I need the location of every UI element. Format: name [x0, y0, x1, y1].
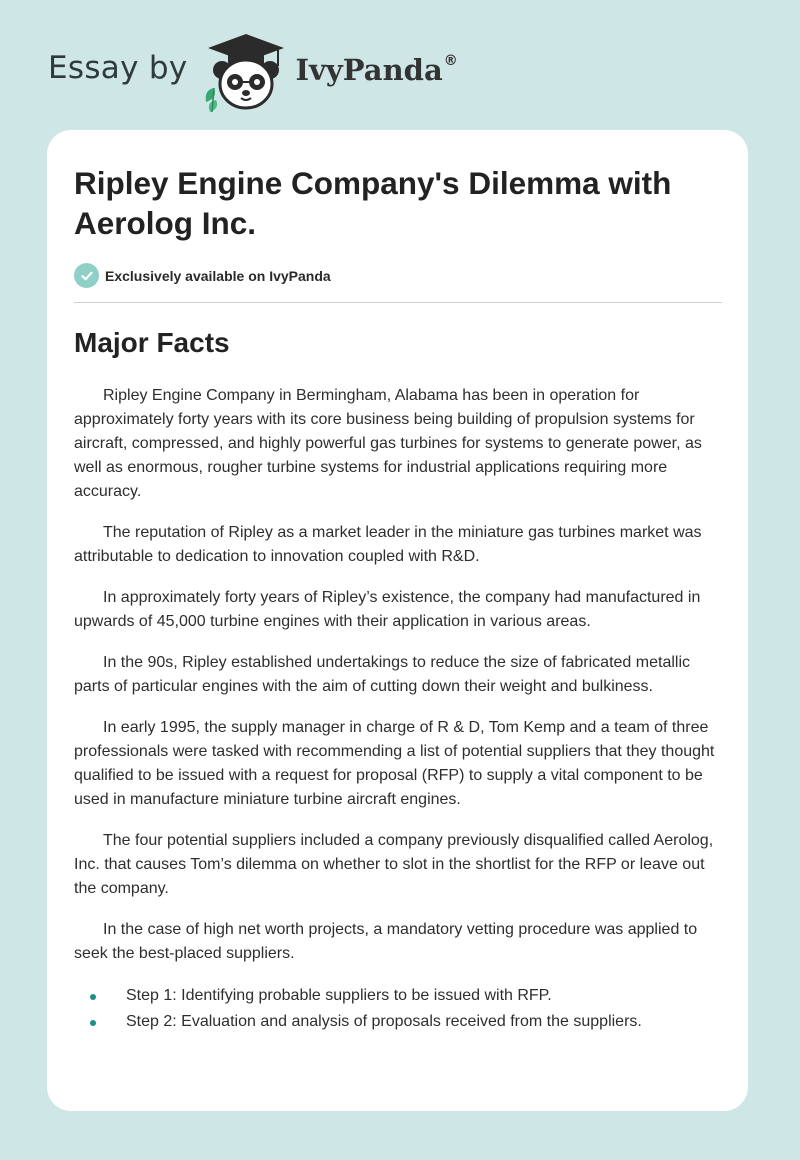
brand-header — [48, 30, 458, 112]
list-item — [74, 983, 726, 1009]
bullet-dot-icon — [90, 994, 96, 1000]
steps-list — [74, 983, 726, 1035]
exclusive-label: Exclusively available on IvyPanda — [105, 267, 331, 284]
paragraph: In the case of high net worth projects, a mandatory vetting procedure was applied to seek the best-placed suppliers. — [74, 921, 698, 962]
paragraph: In the 90s, Ripley established undertakings to reduce the size of fabricated metallic parts of particular engines with the aim of cutting down their weight and bulkiness. — [74, 654, 690, 695]
list-item — [74, 1009, 726, 1035]
article-body — [74, 384, 726, 1035]
brand-name: IvyPanda® — [295, 53, 458, 87]
paragraph: Ripley Engine Company in Bermingham, Alabama has been in operation for approximately forty years with its core business being building of propulsion systems for aircraft, compressed, and highly powerful gas turbines for systems to generate power, as well as enormous, rougher turbine systems for industrial applications requiring more accuracy. — [74, 387, 702, 500]
list-item-text: Step 1: Identifying probable suppliers to be issued with RFP. — [126, 987, 552, 1004]
paragraph: In approximately forty years of Ripley’s existence, the company had manufactured in upwards of 45,000 turbine engines with their application in various areas. — [74, 589, 701, 630]
registered-mark: ® — [443, 53, 458, 70]
section-title: Major Facts — [74, 327, 230, 358]
divider — [74, 302, 722, 303]
bullet-dot-icon — [90, 1020, 96, 1026]
brand-prefix: Essay by — [48, 50, 188, 86]
exclusive-badge — [74, 263, 331, 288]
page-title: Ripley Engine Company's Dilemma with Aerolog Inc. — [74, 165, 672, 241]
paragraph: The four potential suppliers included a company previously disqualified called Aerolog, Inc. that causes Tom’s dilemma on whether to slot in the shortlist for the RFP or leave out the company. — [74, 832, 714, 897]
article-card — [47, 130, 748, 1111]
paragraph: The reputation of Ripley as a market leader in the miniature gas turbines market was attributable to dedication to innovation coupled with R&D. — [74, 524, 702, 565]
paragraph: In early 1995, the supply manager in charge of R & D, Tom Kemp and a team of three professionals were tasked with recommending a list of potential suppliers that they thought qualified to be issued with a request for proposal (RFP) to supply a vital component to be used in manufacture miniature turbine aircraft engines. — [74, 719, 715, 808]
panda-logo-icon — [200, 30, 292, 112]
list-item-text: Step 2: Evaluation and analysis of proposals received from the suppliers. — [126, 1013, 642, 1030]
check-circle-icon — [74, 263, 99, 288]
